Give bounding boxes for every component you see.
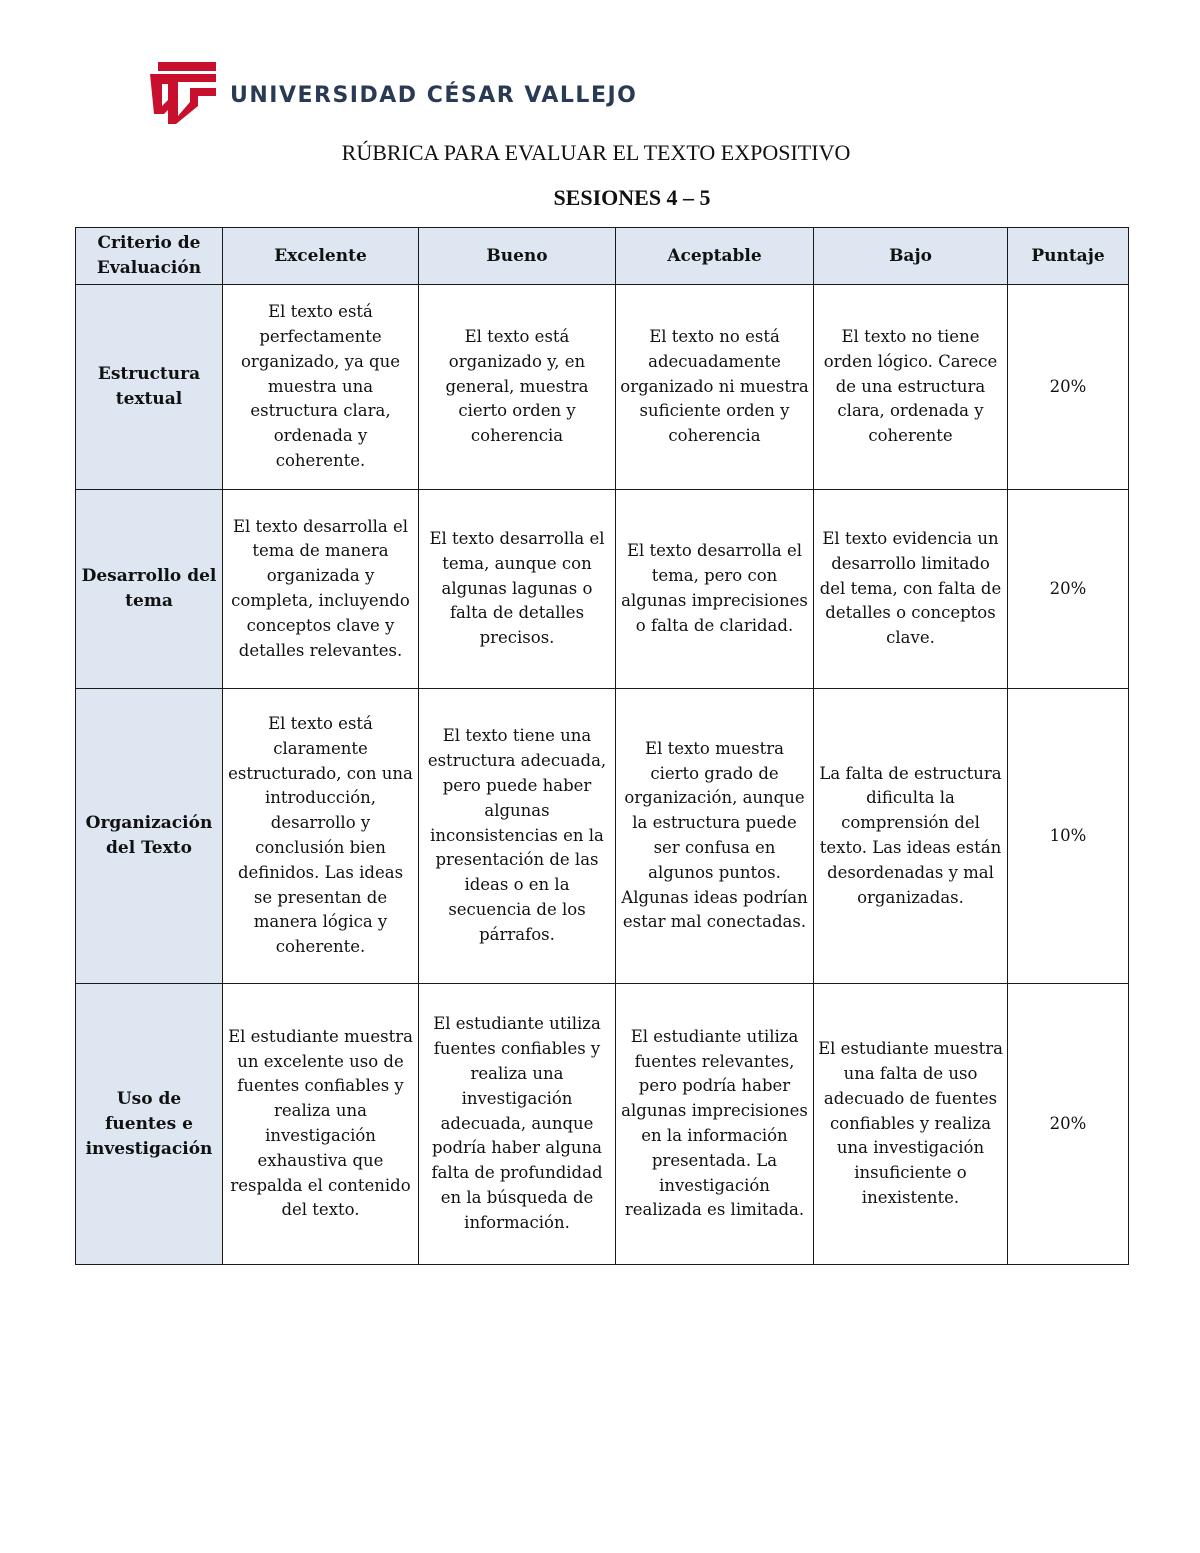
bueno-cell: El estudiante utiliza fuentes confiables y realiza una investigación adecuada, aunque podría haber alguna falta de profundidad en la búsqueda de información.: [419, 984, 616, 1265]
excelente-cell: El texto está claramente estructurado, con una introducción, desarrollo y conclusión bien definidos. Las ideas se presentan de manera lógica y coherente.: [223, 689, 419, 984]
header-bueno: Bueno: [419, 228, 616, 285]
header-excelente: Excelente: [223, 228, 419, 285]
header-puntaje: Puntaje: [1008, 228, 1129, 285]
excelente-cell: El texto está perfectamente organizado, ya que muestra una estructura clara, ordenada y coherente.: [223, 285, 419, 490]
bajo-cell: La falta de estructura dificulta la comprensión del texto. Las ideas están desordenadas y mal organizadas.: [814, 689, 1008, 984]
criterion-cell: Desarrollo del tema: [76, 490, 223, 689]
rubric-table: [75, 227, 1129, 1265]
puntaje-cell: 20%: [1008, 490, 1129, 689]
header-criterio: Criterio de Evaluación: [76, 228, 223, 285]
university-logo: [150, 62, 637, 124]
university-emblem-icon: [150, 62, 216, 124]
aceptable-cell: El texto desarrolla el tema, pero con algunas imprecisiones o falta de claridad.: [616, 490, 814, 689]
table-row: [76, 689, 1129, 984]
bajo-cell: El texto no tiene orden lógico. Carece de una estructura clara, ordenada y coherente: [814, 285, 1008, 490]
criterion-cell: Estructura textual: [76, 285, 223, 490]
bueno-cell: El texto está organizado y, en general, muestra cierto orden y coherencia: [419, 285, 616, 490]
excelente-cell: El texto desarrolla el tema de manera organizada y completa, incluyendo conceptos clave y detalles relevantes.: [223, 490, 419, 689]
table-row: [76, 285, 1129, 490]
puntaje-cell: 20%: [1008, 984, 1129, 1265]
aceptable-cell: El texto no está adecuadamente organizado ni muestra suficiente orden y coherencia: [616, 285, 814, 490]
document-subtitle: SESIONES 4 – 5: [553, 185, 711, 210]
aceptable-cell: El estudiante utiliza fuentes relevantes, pero podría haber algunas imprecisiones en la información presentada. La investigación realizada es limitada.: [616, 984, 814, 1265]
document-title: RÚBRICA PARA EVALUAR EL TEXTO EXPOSITIVO: [341, 140, 851, 165]
bajo-cell: El texto evidencia un desarrollo limitado del tema, con falta de detalles o conceptos clave.: [814, 490, 1008, 689]
puntaje-cell: 20%: [1008, 285, 1129, 490]
bajo-cell: El estudiante muestra una falta de uso adecuado de fuentes confiables y realiza una investigación insuficiente o inexistente.: [814, 984, 1008, 1265]
bueno-cell: El texto tiene una estructura adecuada, pero puede haber algunas inconsistencias en la presentación de las ideas o en la secuencia de los párrafos.: [419, 689, 616, 984]
table-header-row: [76, 228, 1129, 285]
criterion-cell: Uso de fuentes e investigación: [76, 984, 223, 1265]
table-row: [76, 984, 1129, 1265]
bueno-cell: El texto desarrolla el tema, aunque con algunas lagunas o falta de detalles precisos.: [419, 490, 616, 689]
aceptable-cell: El texto muestra cierto grado de organización, aunque la estructura puede ser confusa en algunos puntos. Algunas ideas podrían estar mal conectadas.: [616, 689, 814, 984]
header-aceptable: Aceptable: [616, 228, 814, 285]
logo-text: UNIVERSIDAD CÉSAR VALLEJO: [230, 82, 638, 108]
criterion-cell: Organización del Texto: [76, 689, 223, 984]
table-row: [76, 490, 1129, 689]
header-bajo: Bajo: [814, 228, 1008, 285]
excelente-cell: El estudiante muestra un excelente uso de fuentes confiables y realiza una investigación exhaustiva que respalda el contenido del texto.: [223, 984, 419, 1265]
puntaje-cell: 10%: [1008, 689, 1129, 984]
